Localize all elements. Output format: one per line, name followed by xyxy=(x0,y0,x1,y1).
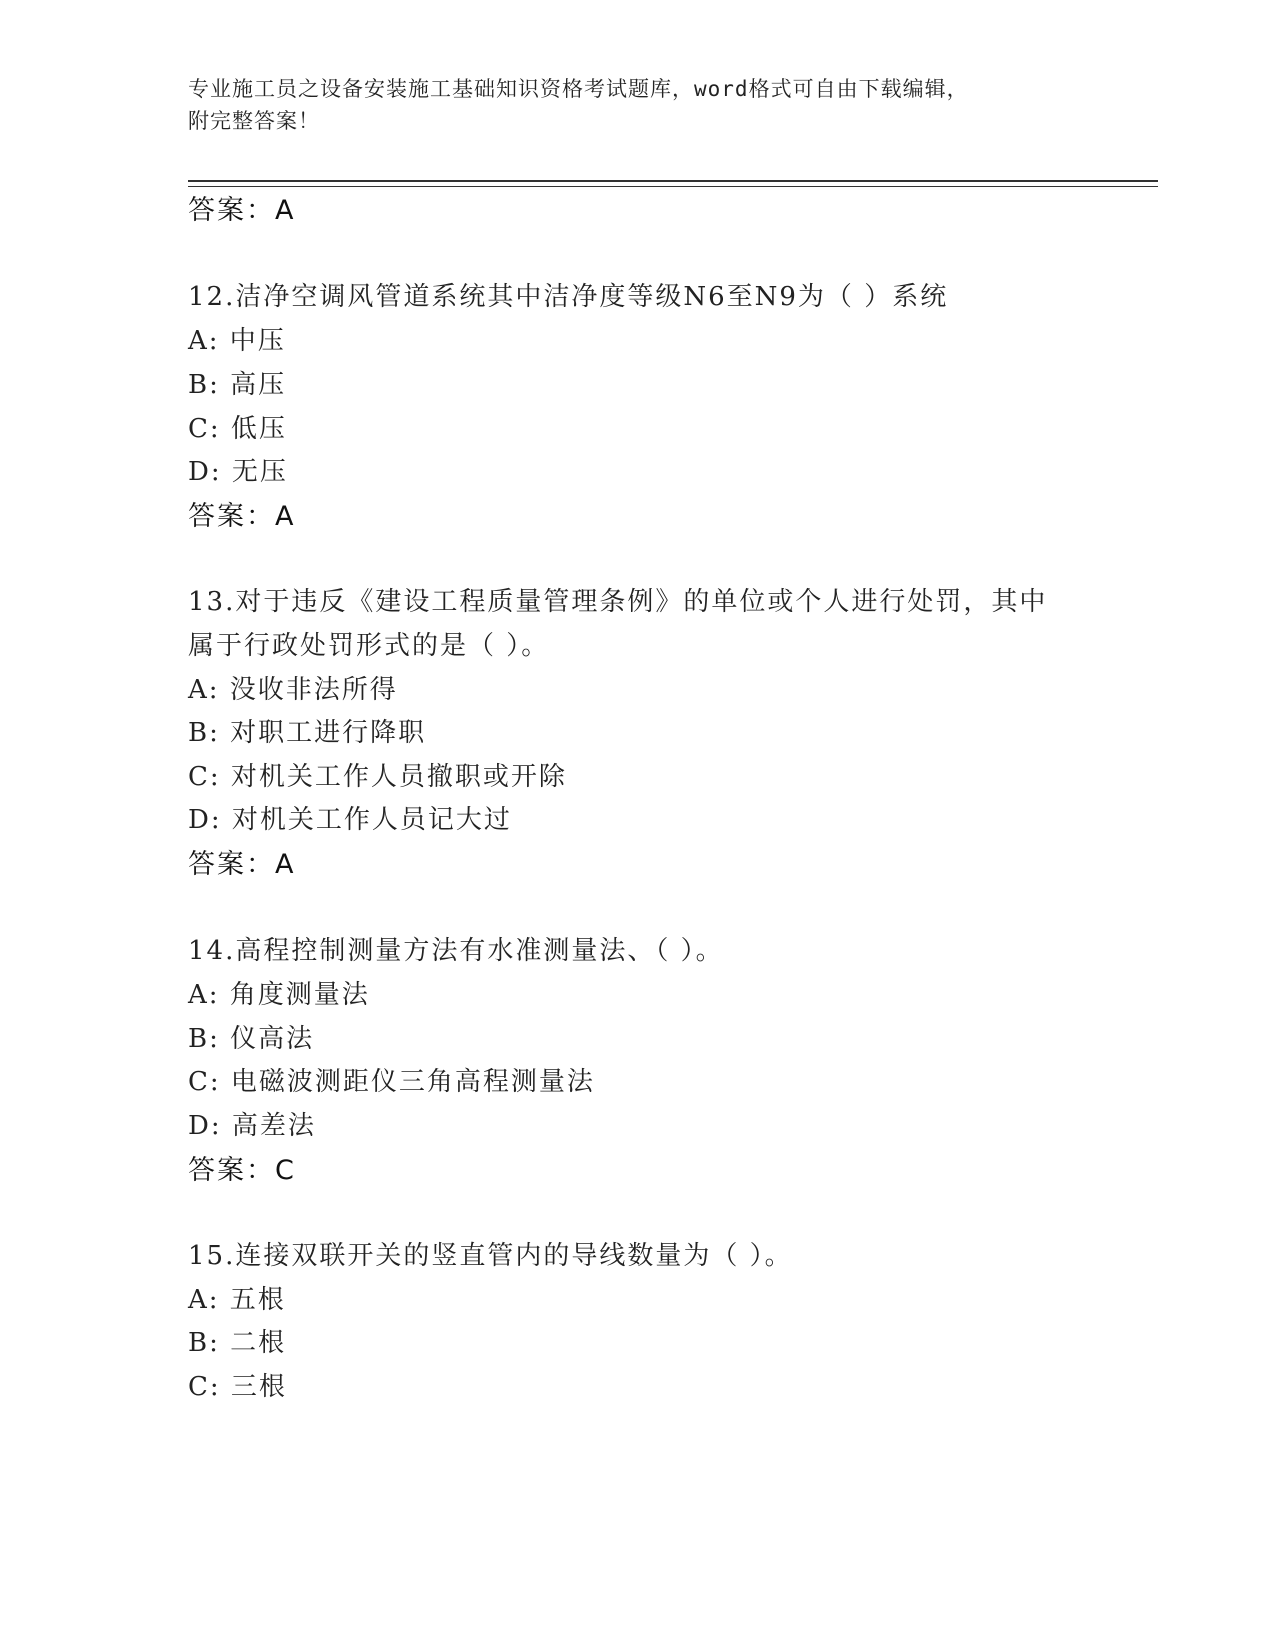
q14-option-d: D: 高差法 xyxy=(188,1111,316,1141)
q13-option-a: A: 没收非法所得 xyxy=(188,675,398,705)
q13-answer: 答案：A xyxy=(188,849,296,880)
document-header xyxy=(188,73,1068,137)
q12-option-a: A: 中压 xyxy=(188,326,286,356)
q14-option-b: B: 仪高法 xyxy=(188,1024,315,1054)
q12-option-d: D: 无压 xyxy=(188,457,288,487)
q14-answer: 答案：C xyxy=(188,1155,296,1186)
q13-option-c: C: 对机关工作人员撤职或开除 xyxy=(188,762,567,792)
q12-option-c: C: 低压 xyxy=(188,414,287,444)
q15-stem: 15.连接双联开关的竖直管内的导线数量为（ ）。 xyxy=(188,1241,793,1271)
q14-option-a: A: 角度测量法 xyxy=(188,980,370,1010)
q12-option-b: B: 高压 xyxy=(188,370,287,400)
q14-stem: 14.高程控制测量方法有水准测量法、（ ）。 xyxy=(188,936,724,966)
q14-option-c: C: 电磁波测距仪三角高程测量法 xyxy=(188,1067,595,1097)
q15-option-a: A: 五根 xyxy=(188,1285,286,1315)
q13-option-b: B: 对职工进行降职 xyxy=(188,718,427,748)
header-line-2: 附完整答案！ xyxy=(188,109,320,133)
answer-prev: 答案：A xyxy=(188,195,296,226)
q15-option-b: B: 二根 xyxy=(188,1328,287,1358)
header-rule-thin xyxy=(188,186,1158,187)
q13-stem-line-2: 属于行政处罚形式的是（ ）。 xyxy=(188,631,550,661)
q12-stem: 12.洁净空调风管道系统其中洁净度等级N6至N9为（ ）系统 xyxy=(188,282,949,312)
q12-answer: 答案：A xyxy=(188,501,296,532)
q13-stem-line-1: 13.对于违反《建设工程质量管理条例》的单位或个人进行处罚，其中 xyxy=(188,587,1048,617)
q13-option-d: D: 对机关工作人员记大过 xyxy=(188,805,512,835)
header-rule-thick xyxy=(188,180,1158,182)
header-line-1: 专业施工员之设备安装施工基础知识资格考试题库，word格式可自由下载编辑， xyxy=(188,77,969,101)
q15-option-c: C: 三根 xyxy=(188,1372,287,1402)
